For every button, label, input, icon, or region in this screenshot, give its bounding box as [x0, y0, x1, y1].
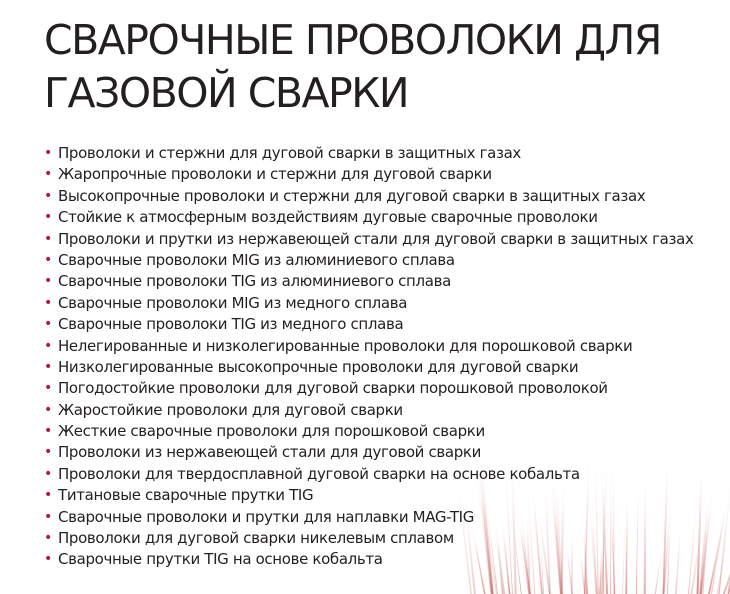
- list-item-text: Проволоки для твердосплавной дуговой сварки на основе кобальта: [58, 464, 580, 483]
- list-item-text: Проволоки и стержни для дуговой сварки в защитных газах: [58, 144, 521, 162]
- bullet-icon: •: [44, 273, 52, 290]
- list-item: [44, 485, 724, 506]
- list-item: [44, 464, 724, 485]
- list-item: [44, 400, 724, 421]
- bullet-icon: •: [44, 316, 52, 333]
- bullet-icon: •: [44, 294, 52, 311]
- list-item: [44, 528, 724, 549]
- list-item-text: Жаропрочные проволоки и стержни для дуговой сварки: [58, 165, 492, 184]
- bullet-icon: •: [44, 145, 52, 161]
- bullet-icon: •: [44, 444, 52, 461]
- list-item-text: Сварочные прутки TIG на основе кобальта: [58, 550, 383, 569]
- list-item: [44, 549, 724, 570]
- list-item: [44, 229, 724, 250]
- list-item-text: Сварочные проволоки и прутки для наплавки MAG-TIG: [58, 507, 475, 526]
- list-item-text: Погодостойкие проволоки для дуговой сварки порошковой проволокой: [58, 379, 608, 398]
- bullet-icon: •: [44, 401, 52, 418]
- title-line-2: ГАЗОВОЙ СВАРКИ: [44, 69, 409, 117]
- list-item: [44, 186, 724, 207]
- list-item-text: Проволоки и прутки из нержавеющей стали для дуговой сварки в защитных газах: [58, 229, 694, 248]
- list-item-text: Низколегированные высокопрочные проволоки для дуговой сварки: [58, 357, 579, 376]
- bullet-icon: •: [44, 209, 52, 226]
- list-item-text: Сварочные проволоки MIG из алюминиевого сплава: [58, 250, 455, 269]
- bullet-icon: •: [44, 230, 52, 247]
- bullet-icon: •: [44, 187, 52, 204]
- list-item: [44, 357, 724, 378]
- list-item-text: Титановые сварочные прутки TIG: [58, 486, 314, 505]
- list-item: [44, 314, 724, 335]
- list-item-text: Высокопрочные проволоки и стержни для дуговой сварки в защитных газах: [58, 186, 646, 205]
- list-item: [44, 421, 724, 442]
- welding-wire-list: [44, 143, 724, 571]
- list-item: [44, 442, 724, 463]
- list-item-text: Нелегированные и низколегированные проволоки для порошковой сварки: [58, 336, 633, 355]
- bullet-icon: •: [44, 358, 52, 375]
- bullet-icon: •: [44, 423, 52, 440]
- list-item: [44, 250, 724, 271]
- list-item: [44, 207, 724, 228]
- list-item-text: Жаростойкие проволоки для дуговой сварки: [58, 400, 403, 419]
- bullet-icon: •: [44, 508, 52, 525]
- list-item: [44, 164, 724, 185]
- bullet-icon: •: [44, 551, 52, 568]
- list-item-text: Сварочные проволоки TIG из алюминиевого сплава: [58, 272, 451, 291]
- list-item-text: Проволоки из нержавеющей стали для дуговой сварки: [58, 443, 481, 462]
- bullet-icon: •: [44, 251, 52, 268]
- list-item-text: Сварочные проволоки TIG из медного сплава: [58, 315, 404, 334]
- list-item: [44, 507, 724, 528]
- list-item: [44, 378, 724, 399]
- list-item: [44, 143, 724, 164]
- list-item-text: Стойкие к атмосферным воздействиям дуговые сварочные проволоки: [58, 208, 598, 227]
- bullet-icon: •: [44, 530, 52, 547]
- bullet-icon: •: [44, 337, 52, 354]
- list-item: [44, 336, 724, 357]
- list-item-text: Сварочные проволоки MIG из медного сплава: [58, 293, 408, 312]
- bullet-icon: •: [44, 166, 52, 183]
- list-item-text: Жесткие сварочные проволоки для порошковой сварки: [58, 422, 485, 441]
- bullet-icon: •: [44, 487, 52, 504]
- page-title: [44, 14, 724, 120]
- list-item-text: Проволоки для дуговой сварки никелевым сплавом: [58, 529, 454, 548]
- title-line-1: СВАРОЧНЫЕ ПРОВОЛОКИ ДЛЯ: [44, 16, 661, 64]
- list-item: [44, 271, 724, 292]
- list-item: [44, 293, 724, 314]
- bullet-icon: •: [44, 465, 52, 482]
- bullet-icon: •: [44, 380, 52, 397]
